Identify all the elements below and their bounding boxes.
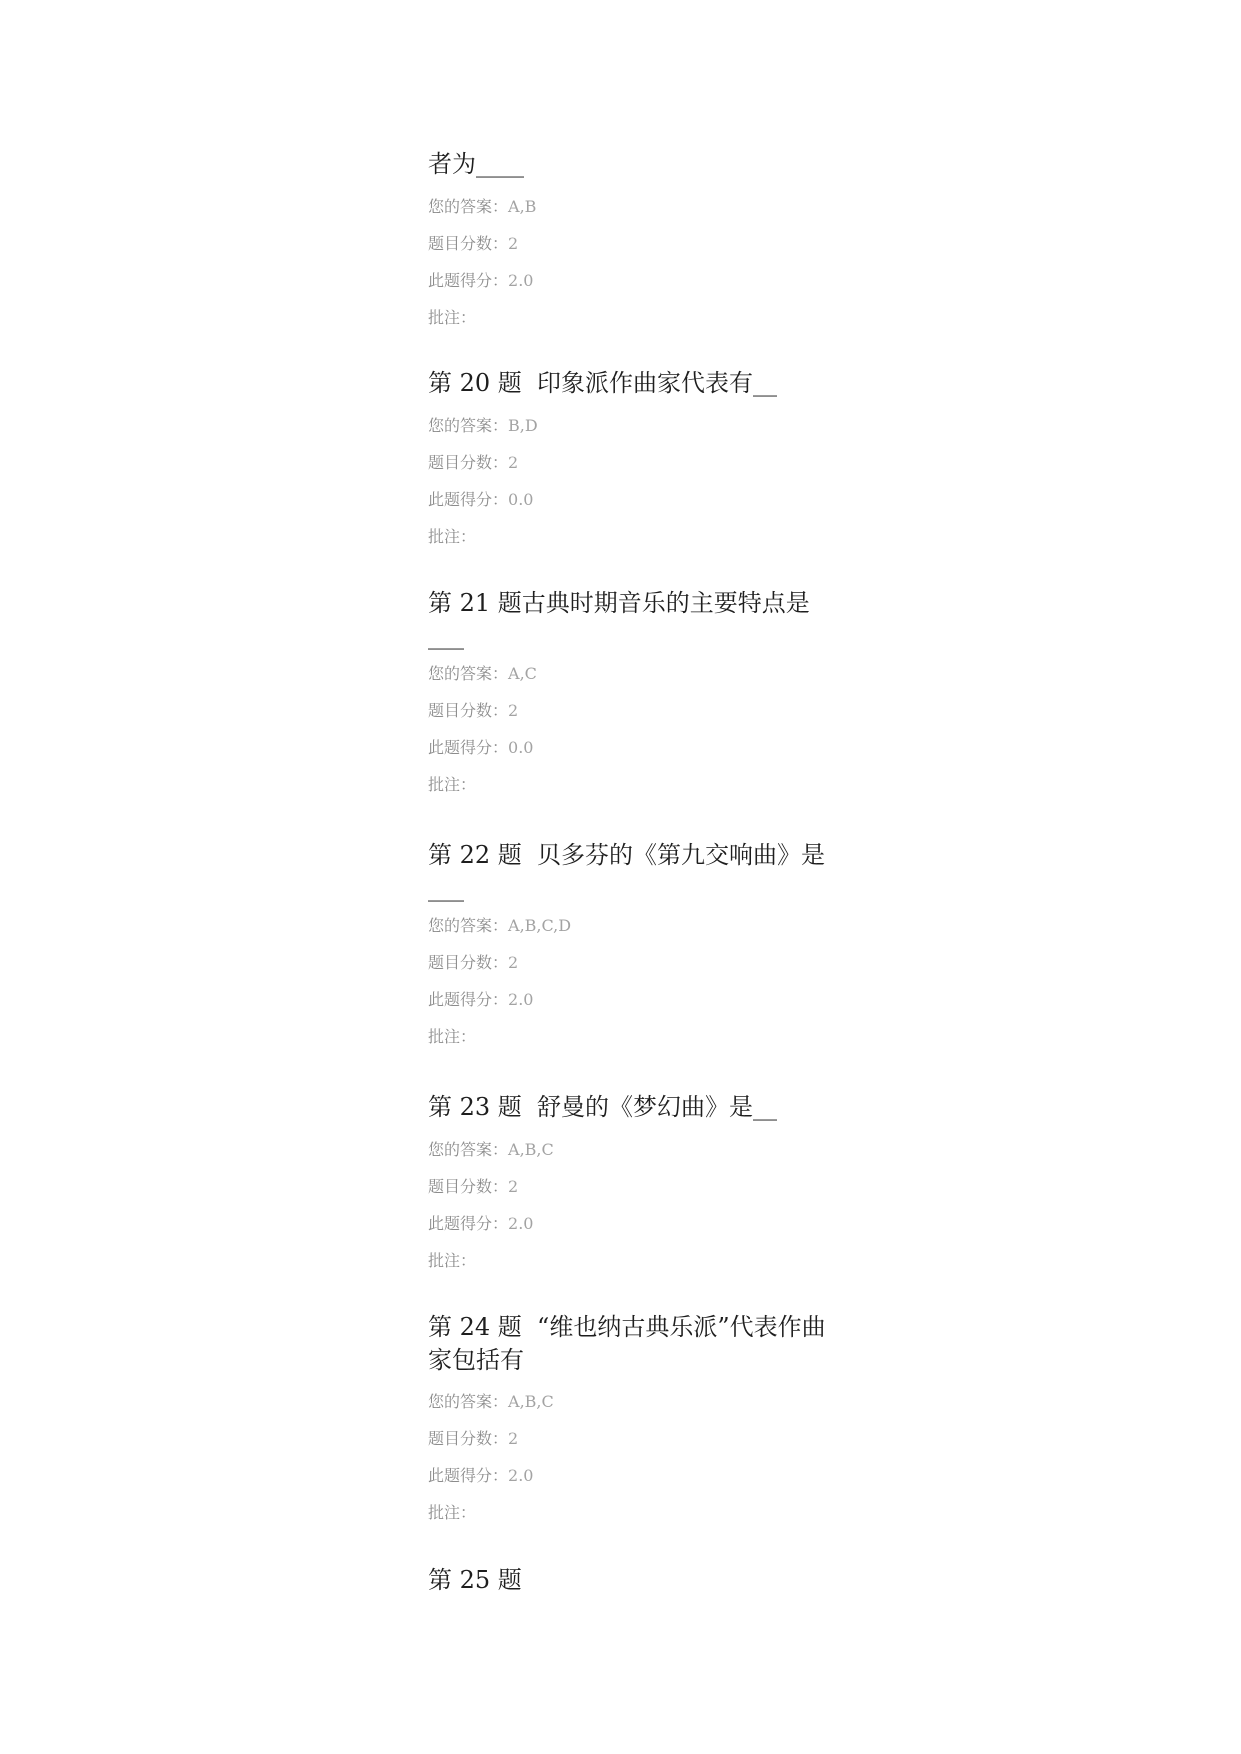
question-points-value: 2 [508,453,519,472]
question-points-label: 题目分数： [428,1177,509,1196]
your-answer-label: 您的答案： [428,664,509,683]
comment-label: 批注： [428,1027,477,1046]
question-score-label: 此题得分： [428,1466,509,1485]
question-score-value: 2.0 [508,1466,534,1485]
your-answer-row [428,416,538,436]
comment-row [428,775,476,795]
question-points-value: 2 [508,953,519,972]
your-answer-label: 您的答案： [428,916,509,935]
question-points-row [428,1429,518,1449]
question-title: 第 21 题古典时期音乐的主要特点是___ [428,589,810,650]
your-answer-label: 您的答案： [428,416,509,435]
question-points-row [428,234,518,254]
question-title: 第 20 题 印象派作曲家代表有__ [428,369,778,397]
your-answer-value: A,B [508,197,537,216]
your-answer-label: 您的答案： [428,1140,509,1159]
comment-label: 批注： [428,1503,477,1522]
comment-row [428,527,476,547]
question-points-value: 2 [508,1429,519,1448]
question-score-label: 此题得分： [428,490,509,509]
question-score-row [428,1214,533,1234]
question-score-value: 2.0 [508,990,534,1009]
comment-row [428,308,476,328]
question-title: 第 24 题 “维也纳古典乐派”代表作曲家包括有 [428,1313,826,1374]
question-points-value: 2 [508,1177,519,1196]
comment-row [428,1027,476,1047]
your-answer-label: 您的答案： [428,1392,509,1411]
question-score-label: 此题得分： [428,738,509,757]
question-points-label: 题目分数： [428,953,509,972]
your-answer-row [428,1392,554,1412]
question-points-label: 题目分数： [428,701,509,720]
comment-label: 批注： [428,527,477,546]
question-points-row [428,1177,518,1197]
question-score-row [428,271,533,291]
question-title: 者为____ [428,150,524,178]
your-answer-value: A,B,C [508,1392,554,1411]
question-score-row [428,1466,533,1486]
question-score-row [428,738,533,758]
question-points-label: 题目分数： [428,234,509,253]
question-score-label: 此题得分： [428,1214,509,1233]
comment-label: 批注： [428,308,477,327]
question-title: 第 25 题 [428,1566,522,1594]
your-answer-value: A,B,C [508,1140,554,1159]
your-answer-label: 您的答案： [428,197,509,216]
question-score-value: 0.0 [508,490,534,509]
question-score-row [428,990,533,1010]
question-points-row [428,453,518,473]
question-points-row [428,953,518,973]
question-score-label: 此题得分： [428,990,509,1009]
your-answer-row [428,916,571,936]
question-score-value: 2.0 [508,271,534,290]
question-points-label: 题目分数： [428,1429,509,1448]
question-score-value: 2.0 [508,1214,534,1233]
comment-label: 批注： [428,1251,477,1270]
question-points-value: 2 [508,234,519,253]
comment-row [428,1251,476,1271]
your-answer-value: A,C [508,664,537,683]
your-answer-row [428,197,536,217]
your-answer-row [428,1140,554,1160]
question-title: 第 23 题 舒曼的《梦幻曲》是__ [428,1093,778,1121]
question-score-row [428,490,533,510]
your-answer-value: A,B,C,D [508,916,572,935]
question-title: 第 22 题 贝多芬的《第九交响曲》是___ [428,841,826,902]
question-score-value: 0.0 [508,738,534,757]
comment-label: 批注： [428,775,477,794]
question-points-value: 2 [508,701,519,720]
question-points-label: 题目分数： [428,453,509,472]
question-score-label: 此题得分： [428,271,509,290]
your-answer-value: B,D [508,416,538,435]
question-points-row [428,701,518,721]
comment-row [428,1503,476,1523]
your-answer-row [428,664,537,684]
